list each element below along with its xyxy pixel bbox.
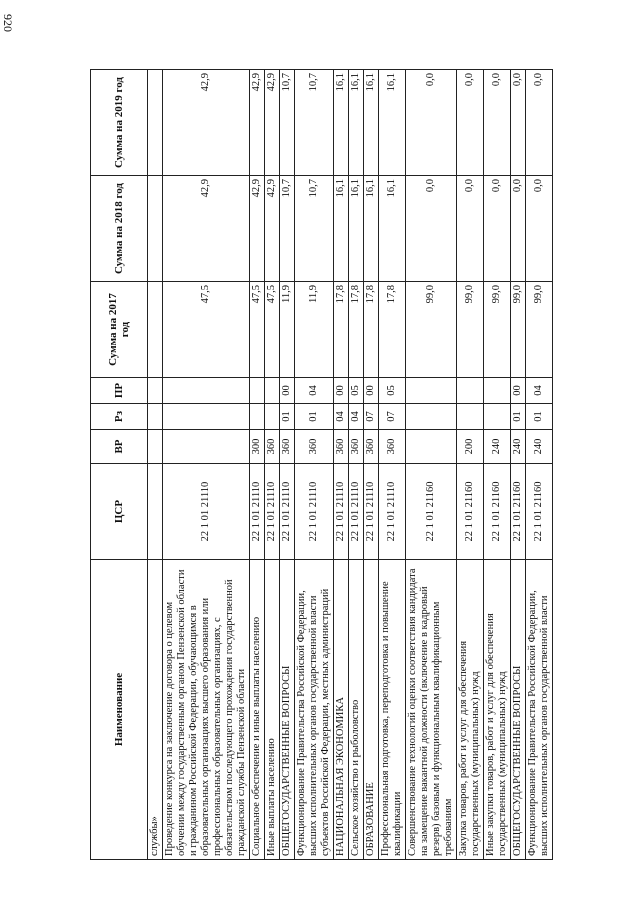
cell-name: Проведение конкурса на заключение договора о целевом обучении между государственным органом Пензенской области и гражданином Российской Федерации, обучающимся в образовательных организациях высшего образования или профессиональных образовательных организациях, с обязательством последующего прохождения государственной гражданской службы Пензенской области (163, 560, 250, 860)
cell-sum-2018: 16,1 (349, 176, 364, 282)
cell-name: ОБЩЕГОСУДАРСТВЕННЫЕ ВОПРОСЫ (511, 560, 526, 860)
cell-sum-2017: 99,0 (406, 282, 457, 378)
cell-rz (163, 404, 250, 430)
cell-sum-2018 (148, 176, 163, 282)
cell-sum-2017: 17,8 (334, 282, 349, 378)
cell-rz: 07 (379, 404, 406, 430)
cell-rz: 04 (349, 404, 364, 430)
cell-vr: 360 (280, 430, 295, 464)
table-row (163, 70, 250, 860)
cell-csr: 22 1 01 21160 (457, 464, 484, 560)
cell-pr (163, 378, 250, 404)
cell-pr (457, 378, 484, 404)
cell-sum-2017: 47,5 (265, 282, 280, 378)
cell-rz (250, 404, 265, 430)
cell-name: Закупка товаров, работ и услуг для обеспечения государственных (муниципальных) нужд (457, 560, 484, 860)
cell-sum-2018: 16,1 (364, 176, 379, 282)
cell-name: Профессиональная подготовка, переподготовка и повышение квалификации (379, 560, 406, 860)
cell-name: ОБРАЗОВАНИЕ (364, 560, 379, 860)
cell-csr: 22 1 01 21110 (349, 464, 364, 560)
table-row (364, 70, 379, 860)
table-body (148, 70, 553, 860)
table-row (511, 70, 526, 860)
cell-pr (265, 378, 280, 404)
table-row (334, 70, 349, 860)
cell-name: Социальное обеспечение и иные выплаты населению (250, 560, 265, 860)
cell-sum-2017: 99,0 (511, 282, 526, 378)
cell-pr: 00 (364, 378, 379, 404)
cell-name: ОБЩЕГОСУДАРСТВЕННЫЕ ВОПРОСЫ (280, 560, 295, 860)
cell-csr: 22 1 01 21110 (250, 464, 265, 560)
cell-csr: 22 1 01 21160 (511, 464, 526, 560)
cell-sum-2019: 0,0 (511, 70, 526, 176)
cell-sum-2018: 10,7 (295, 176, 334, 282)
table-row (250, 70, 265, 860)
cell-sum-2017: 47,5 (163, 282, 250, 378)
header-csr: ЦСР (91, 464, 148, 560)
cell-pr: 05 (349, 378, 364, 404)
cell-rz (265, 404, 280, 430)
cell-vr: 200 (457, 430, 484, 464)
cell-sum-2019: 16,1 (364, 70, 379, 176)
page-number (1, 14, 24, 32)
header-rz: Рз (91, 404, 148, 430)
cell-sum-2019: 42,9 (265, 70, 280, 176)
header-sum-2018: Сумма на 2018 год (91, 176, 148, 282)
cell-sum-2017 (148, 282, 163, 378)
cell-vr: 360 (379, 430, 406, 464)
cell-name: Функционирование Правительства Российской Федерации, высших исполнительных органов государственной власти субъектов Российской Федерации, местных администраций (295, 560, 334, 860)
table-row (526, 70, 553, 860)
table-row (406, 70, 457, 860)
cell-sum-2019: 0,0 (457, 70, 484, 176)
header-sum-2017: Сумма на 2017 год (91, 282, 148, 378)
cell-sum-2019: 16,1 (379, 70, 406, 176)
table-row (379, 70, 406, 860)
cell-csr: 22 1 01 21160 (406, 464, 457, 560)
cell-vr: 360 (334, 430, 349, 464)
table-row (349, 70, 364, 860)
cell-sum-2018: 42,9 (163, 176, 250, 282)
cell-vr: 360 (349, 430, 364, 464)
cell-csr: 22 1 01 21110 (163, 464, 250, 560)
table-row (457, 70, 484, 860)
cell-name: Иные выплаты населению (265, 560, 280, 860)
cell-name: Сельское хозяйство и рыболовство (349, 560, 364, 860)
cell-sum-2018: 0,0 (457, 176, 484, 282)
cell-vr: 240 (511, 430, 526, 464)
cell-sum-2018: 0,0 (526, 176, 553, 282)
cell-csr: 22 1 01 21160 (526, 464, 553, 560)
cell-sum-2018: 16,1 (379, 176, 406, 282)
cell-sum-2017: 99,0 (457, 282, 484, 378)
cell-csr: 22 1 01 21110 (265, 464, 280, 560)
cell-sum-2017: 17,8 (349, 282, 364, 378)
cell-vr: 360 (295, 430, 334, 464)
cell-sum-2019: 42,9 (250, 70, 265, 176)
cell-csr: 22 1 01 21110 (364, 464, 379, 560)
cell-rz: 01 (511, 404, 526, 430)
cell-pr: 04 (526, 378, 553, 404)
cell-pr: 04 (295, 378, 334, 404)
cell-sum-2019: 16,1 (349, 70, 364, 176)
table-row (280, 70, 295, 860)
header-vr: ВР (91, 430, 148, 464)
cell-vr (163, 430, 250, 464)
cell-sum-2018: 0,0 (484, 176, 511, 282)
cell-rz: 01 (295, 404, 334, 430)
rotated-table-container (90, 70, 560, 860)
table-row (295, 70, 334, 860)
cell-sum-2017: 11,9 (280, 282, 295, 378)
cell-sum-2018: 10,7 (280, 176, 295, 282)
cell-sum-2019 (148, 70, 163, 176)
cell-sum-2018: 0,0 (406, 176, 457, 282)
cell-rz (457, 404, 484, 430)
cell-csr: 22 1 01 21110 (379, 464, 406, 560)
cell-sum-2017: 99,0 (484, 282, 511, 378)
cell-name: Иные закупки товаров, работ и услуг для обеспечения государственных (муниципальных) нужд (484, 560, 511, 860)
cell-sum-2017: 99,0 (526, 282, 553, 378)
cell-csr: 22 1 01 21110 (334, 464, 349, 560)
cell-sum-2017: 17,8 (379, 282, 406, 378)
cell-pr: 00 (334, 378, 349, 404)
cell-rz: 01 (526, 404, 553, 430)
header-sum-2019: Сумма на 2019 год (91, 70, 148, 176)
cell-sum-2018: 42,9 (265, 176, 280, 282)
cell-sum-2018: 0,0 (511, 176, 526, 282)
cell-pr (148, 378, 163, 404)
cell-sum-2019: 42,9 (163, 70, 250, 176)
cell-vr: 360 (265, 430, 280, 464)
cell-sum-2019: 10,7 (280, 70, 295, 176)
cell-name: Совершенствование технологий оценки соответствия кандидата на замещение вакантной должности (включение в кадровый резерв) базовым и функциональным квалификационным требованиям (406, 560, 457, 860)
cell-sum-2017: 11,9 (295, 282, 334, 378)
table-header-row (91, 70, 148, 860)
table-row (148, 70, 163, 860)
cell-vr (406, 430, 457, 464)
cell-name: службы» (148, 560, 163, 860)
cell-name: НАЦИОНАЛЬНАЯ ЭКОНОМИКА (334, 560, 349, 860)
cell-csr: 22 1 01 21110 (295, 464, 334, 560)
cell-pr: 00 (511, 378, 526, 404)
cell-pr (484, 378, 511, 404)
cell-rz (406, 404, 457, 430)
cell-vr: 300 (250, 430, 265, 464)
cell-sum-2019: 0,0 (406, 70, 457, 176)
cell-sum-2019: 0,0 (484, 70, 511, 176)
cell-sum-2018: 42,9 (250, 176, 265, 282)
cell-sum-2017: 47,5 (250, 282, 265, 378)
cell-csr: 22 1 01 21110 (280, 464, 295, 560)
cell-pr: 00 (280, 378, 295, 404)
cell-sum-2018: 16,1 (334, 176, 349, 282)
cell-vr: 240 (484, 430, 511, 464)
cell-sum-2019: 16,1 (334, 70, 349, 176)
header-name: Наименование (91, 560, 148, 860)
cell-sum-2017: 17,8 (364, 282, 379, 378)
cell-name: Функционирование Правительства Российской Федерации, высших исполнительных органов государственной власти (526, 560, 553, 860)
table-row (484, 70, 511, 860)
cell-sum-2019: 10,7 (295, 70, 334, 176)
cell-csr: 22 1 01 21160 (484, 464, 511, 560)
cell-pr (250, 378, 265, 404)
cell-vr: 360 (364, 430, 379, 464)
cell-pr: 05 (379, 378, 406, 404)
cell-rz: 01 (280, 404, 295, 430)
page-number-text: 920 (1, 14, 15, 32)
cell-vr: 240 (526, 430, 553, 464)
cell-sum-2019: 0,0 (526, 70, 553, 176)
cell-vr (148, 430, 163, 464)
budget-table (90, 69, 553, 860)
cell-rz (148, 404, 163, 430)
cell-csr (148, 464, 163, 560)
cell-rz: 07 (364, 404, 379, 430)
cell-pr (406, 378, 457, 404)
cell-rz: 04 (334, 404, 349, 430)
header-pr: ПР (91, 378, 148, 404)
table-row (265, 70, 280, 860)
cell-rz (484, 404, 511, 430)
